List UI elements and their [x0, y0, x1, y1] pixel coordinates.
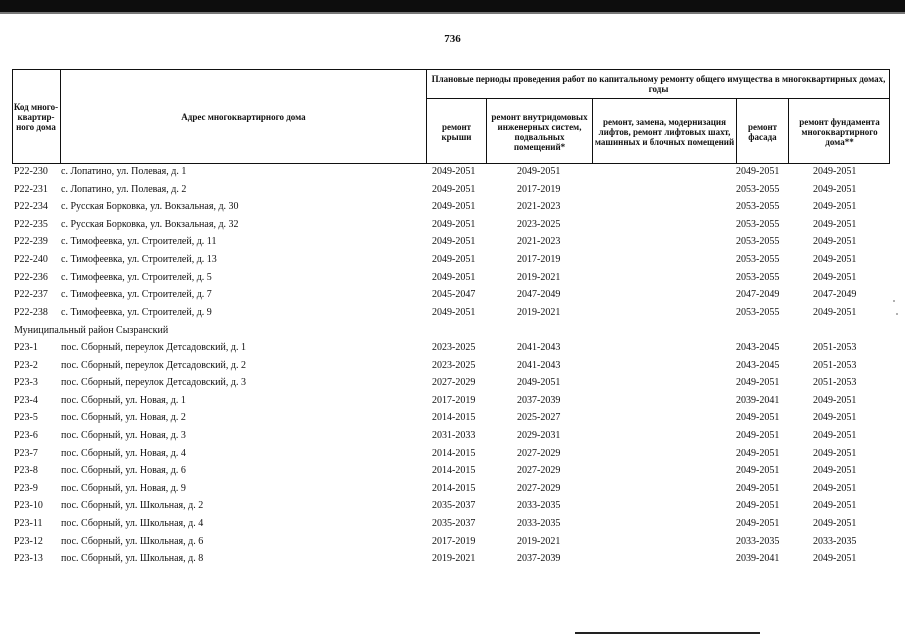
cell-roof: 2049-2051	[432, 236, 476, 248]
cell-roof: 2049-2051	[432, 271, 476, 283]
cell-eng: 2041-2043	[517, 342, 561, 353]
cell-address: пос. Сборный, ул. Школьная, д. 8	[61, 553, 204, 565]
cell-address: с. Тимофеевка, ул. Строителей, д. 7	[61, 289, 212, 301]
scan-speck	[893, 300, 895, 302]
table-row	[14, 217, 874, 234]
cell-facade: 2049-2051	[736, 465, 780, 477]
cell-eng: 2033-2035	[517, 500, 561, 512]
cell-facade: 2033-2035	[736, 535, 780, 547]
cell-roof: 2017-2019	[432, 535, 476, 547]
cell-code: Р23-2	[14, 359, 38, 371]
scan-speck	[896, 313, 898, 315]
cell-facade: 2039-2041	[736, 394, 780, 406]
page-number: 736	[444, 33, 461, 45]
cell-code: Р22-231	[14, 183, 48, 195]
table-row	[14, 305, 874, 322]
table-row	[14, 270, 874, 287]
cell-code: Р23-8	[14, 465, 38, 477]
cell-code: Р22-239	[14, 236, 48, 248]
cell-address: пос. Сборный, ул. Школьная, д. 4	[61, 518, 204, 529]
header-periods: Плановые периоды проведения работ по капитальному ремонту общего имущества в многоквартирных домах, годы	[426, 69, 890, 98]
table-row	[14, 358, 874, 375]
table-row	[14, 410, 874, 427]
table-row	[14, 498, 874, 515]
cell-eng: 2049-2051	[517, 166, 561, 177]
cell-facade: 2053-2055	[736, 254, 780, 265]
cell-eng: 2021-2023	[517, 201, 561, 213]
cell-eng: 2025-2027	[517, 412, 561, 424]
cell-found: 2047-2049	[813, 289, 857, 301]
cell-eng: 2019-2021	[517, 306, 561, 318]
cell-roof: 2049-2051	[432, 166, 476, 177]
cell-found: 2049-2051	[813, 500, 857, 512]
table-row	[14, 375, 874, 392]
cell-roof: 2049-2051	[432, 254, 476, 265]
cell-eng: 2037-2039	[517, 553, 561, 565]
cell-address: с. Лопатино, ул. Полевая, д. 2	[61, 183, 187, 195]
footnote-rule	[575, 632, 760, 634]
cell-found: 2049-2051	[813, 482, 857, 494]
cell-found: 2049-2051	[813, 306, 857, 318]
header-roof: ремонт крыши	[426, 98, 486, 164]
cell-code: Р22-237	[14, 289, 48, 301]
cell-found: 2049-2051	[813, 201, 857, 213]
cell-eng: 2017-2019	[517, 254, 561, 265]
cell-address: пос. Сборный, переулок Детсадовский, д. 2	[61, 359, 246, 371]
cell-address: пос. Сборный, ул. Новая, д. 3	[61, 430, 186, 441]
cell-roof: 2049-2051	[432, 201, 476, 213]
cell-found: 2051-2053	[813, 377, 857, 389]
cell-facade: 2049-2051	[736, 166, 780, 177]
cell-facade: 2049-2051	[736, 518, 780, 529]
cell-eng: 2033-2035	[517, 518, 561, 529]
cell-facade: 2047-2049	[736, 289, 780, 301]
cell-address: с. Русская Борковка, ул. Вокзальная, д. 30	[61, 201, 239, 213]
scan-top-border-shadow	[0, 12, 905, 14]
cell-found: 2049-2051	[813, 465, 857, 477]
cell-code: Р23-1	[14, 342, 38, 353]
cell-roof: 2014-2015	[432, 412, 476, 424]
cell-address: пос. Сборный, ул. Новая, д. 6	[61, 465, 186, 477]
cell-found: 2049-2051	[813, 412, 857, 424]
cell-found: 2049-2051	[813, 166, 857, 177]
cell-facade: 2043-2045	[736, 342, 780, 353]
cell-facade: 2049-2051	[736, 447, 780, 459]
cell-code: Р22-235	[14, 218, 48, 230]
cell-address: пос. Сборный, ул. Новая, д. 4	[61, 447, 186, 459]
cell-eng: 2021-2023	[517, 236, 561, 248]
cell-found: 2049-2051	[813, 430, 857, 441]
cell-facade: 2049-2051	[736, 412, 780, 424]
cell-found: 2049-2051	[813, 271, 857, 283]
table-row	[14, 463, 874, 480]
cell-eng: 2029-2031	[517, 430, 561, 441]
cell-address: пос. Сборный, переулок Детсадовский, д. 1	[61, 342, 246, 353]
cell-facade: 2053-2055	[736, 201, 780, 213]
cell-eng: 2037-2039	[517, 394, 561, 406]
cell-roof: 2023-2025	[432, 359, 476, 371]
cell-code: Р23-13	[14, 553, 43, 565]
cell-roof: 2049-2051	[432, 183, 476, 195]
cell-eng: 2019-2021	[517, 535, 561, 547]
cell-address: пос. Сборный, ул. Новая, д. 9	[61, 482, 186, 494]
cell-eng: 2019-2021	[517, 271, 561, 283]
cell-roof: 2014-2015	[432, 482, 476, 494]
cell-roof: 2035-2037	[432, 500, 476, 512]
cell-address: с. Тимофеевка, ул. Строителей, д. 11	[61, 236, 217, 248]
cell-eng: 2027-2029	[517, 465, 561, 477]
cell-eng: 2047-2049	[517, 289, 561, 301]
cell-code: Р23-10	[14, 500, 43, 512]
cell-roof: 2023-2025	[432, 342, 476, 353]
cell-code: Р22-230	[14, 166, 48, 177]
cell-eng: 2023-2025	[517, 218, 561, 230]
cell-roof: 2035-2037	[432, 518, 476, 529]
cell-eng: 2041-2043	[517, 359, 561, 371]
cell-facade: 2049-2051	[736, 500, 780, 512]
cell-address: с. Русская Борковка, ул. Вокзальная, д. 32	[61, 218, 239, 230]
cell-facade: 2049-2051	[736, 430, 780, 441]
cell-found: 2051-2053	[813, 359, 857, 371]
cell-address: с. Тимофеевка, ул. Строителей, д. 9	[61, 306, 212, 318]
cell-code: Р23-11	[14, 518, 43, 529]
table-row	[14, 534, 874, 551]
cell-found: 2051-2053	[813, 342, 857, 353]
cell-code: Р23-4	[14, 394, 38, 406]
table-row	[14, 182, 874, 199]
cell-facade: 2049-2051	[736, 482, 780, 494]
cell-eng: 2027-2029	[517, 482, 561, 494]
cell-roof: 2019-2021	[432, 553, 476, 565]
cell-facade: 2053-2055	[736, 183, 780, 195]
cell-facade: 2053-2055	[736, 271, 780, 283]
cell-code: Р23-7	[14, 447, 38, 459]
cell-roof: 2017-2019	[432, 394, 476, 406]
cell-roof: 2049-2051	[432, 218, 476, 230]
cell-roof: 2014-2015	[432, 447, 476, 459]
cell-found: 2049-2051	[813, 254, 857, 265]
cell-code: Р22-234	[14, 201, 48, 213]
table-row	[14, 428, 874, 445]
cell-eng: 2017-2019	[517, 183, 561, 195]
table-row	[14, 287, 874, 304]
table-row	[14, 252, 874, 269]
table-row	[14, 199, 874, 216]
municipality-heading: Муниципальный район Сызранский	[14, 325, 169, 336]
table-row	[14, 446, 874, 463]
cell-found: 2049-2051	[813, 183, 857, 195]
cell-facade: 2053-2055	[736, 218, 780, 230]
header-address: Адрес многоквартирного дома	[60, 69, 426, 164]
cell-eng: 2049-2051	[517, 377, 561, 389]
cell-facade: 2049-2051	[736, 377, 780, 389]
header-engineering: ремонт внутридомовых инженерных систем, подвальных помещений*	[486, 98, 592, 164]
cell-eng: 2027-2029	[517, 447, 561, 459]
cell-code: Р23-9	[14, 482, 38, 494]
cell-facade: 2039-2041	[736, 553, 780, 565]
cell-code: Р23-3	[14, 377, 38, 389]
cell-address: с. Тимофеевка, ул. Строителей, д. 5	[61, 271, 212, 283]
table-row	[14, 481, 874, 498]
table-row	[14, 340, 874, 357]
cell-address: пос. Сборный, ул. Школьная, д. 2	[61, 500, 204, 512]
header-foundation: ремонт фундамента многоквартирного дома**	[788, 98, 890, 164]
header-facade: ремонт фасада	[736, 98, 788, 164]
cell-found: 2049-2051	[813, 553, 857, 565]
cell-address: с. Тимофеевка, ул. Строителей, д. 13	[61, 254, 217, 265]
table-row	[14, 516, 874, 533]
cell-code: Р22-236	[14, 271, 48, 283]
cell-roof: 2049-2051	[432, 306, 476, 318]
cell-address: пос. Сборный, ул. Новая, д. 2	[61, 412, 186, 424]
scan-top-border	[0, 0, 905, 12]
cell-address: с. Лопатино, ул. Полевая, д. 1	[61, 166, 187, 177]
cell-found: 2049-2051	[813, 518, 857, 529]
cell-facade: 2043-2045	[736, 359, 780, 371]
cell-code: Р23-5	[14, 412, 38, 424]
header-lifts: ремонт, замена, модернизация лифтов, ремонт лифтовых шахт, машинных и блочных помещений	[592, 98, 736, 164]
cell-facade: 2053-2055	[736, 236, 780, 248]
table-row	[14, 164, 874, 181]
cell-found: 2033-2035	[813, 535, 857, 547]
cell-facade: 2053-2055	[736, 306, 780, 318]
cell-address: пос. Сборный, переулок Детсадовский, д. 3	[61, 377, 246, 389]
table-row	[14, 551, 874, 568]
header-code: Код много-квартир-ного дома	[13, 101, 59, 132]
cell-roof: 2027-2029	[432, 377, 476, 389]
table-row	[14, 234, 874, 251]
cell-found: 2049-2051	[813, 447, 857, 459]
cell-roof: 2045-2047	[432, 289, 476, 301]
cell-found: 2049-2051	[813, 236, 857, 248]
cell-code: Р23-12	[14, 535, 43, 547]
cell-code: Р23-6	[14, 430, 38, 441]
cell-found: 2049-2051	[813, 394, 857, 406]
cell-roof: 2014-2015	[432, 465, 476, 477]
cell-roof: 2031-2033	[432, 430, 476, 441]
cell-address: пос. Сборный, ул. Школьная, д. 6	[61, 535, 204, 547]
table-row	[14, 393, 874, 410]
cell-code: Р22-238	[14, 306, 48, 318]
cell-found: 2049-2051	[813, 218, 857, 230]
cell-code: Р22-240	[14, 254, 48, 265]
cell-address: пос. Сборный, ул. Новая, д. 1	[61, 394, 186, 406]
